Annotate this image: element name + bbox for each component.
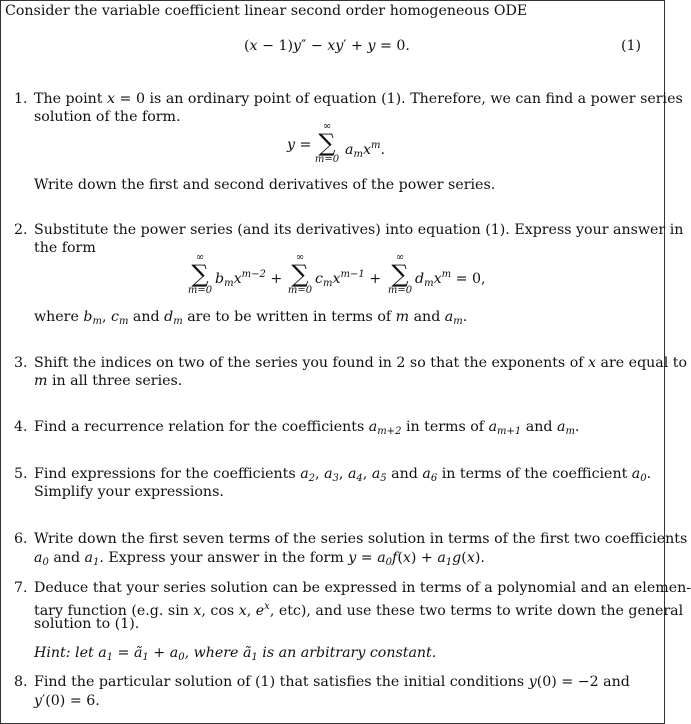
ode-equation: (x − 1)y″ − xy′ + y = 0.	[244, 38, 410, 54]
item-number-3: 3.	[14, 355, 28, 371]
power-series-formula: y =	[287, 137, 312, 153]
item-8-line-1: Find the particular solution of (1) that satisfies the initial conditions y(0) = −2 and	[34, 674, 630, 690]
item-6-line-1: Write down the first seven terms of the series solution in terms of the first two coefficients	[34, 531, 688, 547]
item-2-line-1: Substitute the power series (and its derivatives) into equation (1). Express your answer in	[34, 222, 684, 238]
series-term-b: $b_mx^{m-2}$ +	[215, 269, 283, 289]
item-5-line-2: Simplify your expressions.	[34, 484, 224, 500]
item-1-line-3: Write down the first and second derivatives of the power series.	[34, 177, 496, 193]
item-7-line-1: Deduce that your series solution can be expressed in terms of a polynomial and an elemen-	[34, 580, 691, 596]
item-6-line-2: $a_0$ and $a_1$. Express your answer in the form $y = a_0f(x) + a_1g(x)$.	[34, 550, 485, 568]
item-1-line-2: solution of the form.	[34, 109, 181, 125]
sum-symbol: ∞ ∑ m=0	[387, 252, 413, 296]
item-number-1: 1.	[14, 91, 28, 107]
item-5-line-1: Find expressions for the coefficients $a_2$, $a_3$, $a_4$, $a_5$ and $a_6$ in terms of the coefficient $a_0$.	[34, 466, 652, 484]
item-number-5: 5.	[14, 466, 28, 482]
item-number-4: 4.	[14, 419, 28, 435]
item-1-line-1: The point x = 0 is an ordinary point of equation (1). Therefore, we can find a power series	[34, 91, 683, 107]
equation-label: (1)	[621, 38, 642, 54]
item-7-line-2: tary function (e.g. sin x, cos x, $e^x$, etc), and use these two terms to write down the general	[34, 601, 684, 619]
item-7-hint: Hint: let $a_1$ = $ã_1 + a_0$, where $ã_1$ is an arbitrary constant.	[34, 645, 437, 663]
item-number-6: 6.	[14, 531, 28, 547]
item-3-line-1: Shift the indices on two of the series you found in 2 so that the exponents of x are equal to	[34, 355, 688, 371]
sum-symbol: ∞ ∑ m=0	[287, 252, 313, 296]
sum-symbol: ∞ ∑ m=0	[187, 252, 213, 296]
power-series-term: $a_mx^m$.	[345, 140, 385, 160]
item-number-7: 7.	[14, 580, 28, 596]
item-number-2: 2.	[14, 222, 28, 238]
item-3-line-2: m in all three series.	[34, 373, 183, 389]
series-term-d: $d_mx^m = 0$,	[415, 269, 486, 289]
sum-symbol: ∞ ∑ m=0	[314, 121, 340, 165]
item-4-line-1: Find a recurrence relation for the coefficients $a_{m+2}$ in terms of $a_{m+1}$ and $a_m$.	[34, 419, 580, 437]
series-term-c: $c_mx^{m-1}$ +	[315, 269, 382, 289]
item-number-8: 8.	[14, 674, 28, 690]
item-2-line-3: where $b_m$, $c_m$ and $d_m$ are to be written in terms of m and $a_m$.	[34, 309, 468, 327]
item-7-line-3: solution to (1).	[34, 616, 140, 632]
item-2-line-2: the form	[34, 240, 96, 256]
item-8-line-2: y′(0) = 6.	[34, 693, 100, 709]
intro-text: Consider the variable coefficient linear second order homogeneous ODE	[5, 3, 528, 19]
